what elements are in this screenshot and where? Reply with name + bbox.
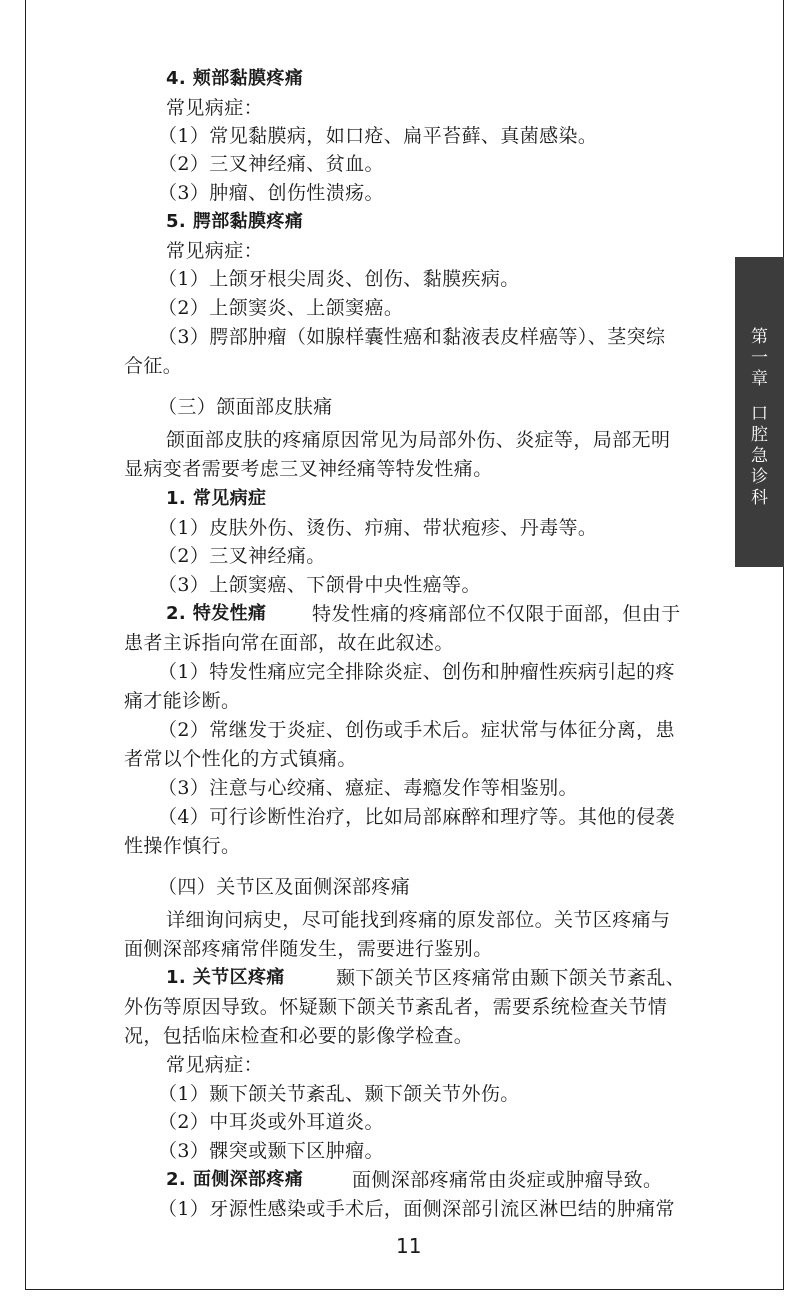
paragraph-line: 合征。 [124, 355, 183, 377]
chapter-tab-char: 章 [751, 369, 768, 389]
chapter-tab-char: 急 [751, 446, 768, 466]
paragraph-line: （2）中耳炎或外耳道炎。 [158, 1111, 384, 1133]
paragraph-line: 痛才能诊断。 [124, 690, 241, 712]
paragraph-line: （3）腭部肿瘤（如腺样囊性癌和黏液表皮样癌等）、茎突综 [158, 326, 666, 348]
chapter-tab-char: 第 [751, 327, 768, 347]
paragraph-line: 常见病症： [166, 1054, 264, 1076]
paragraph-line: （1）特发性痛应完全排除炎症、创伤和肿瘤性疾病引起的疼 [158, 661, 675, 683]
paragraph-line: （3）注意与心绞痛、癔症、毒瘾发作等相鉴别。 [158, 777, 578, 799]
paragraph-line: 详细询问病史，尽可能找到疼痛的原发部位。关节区疼痛与 [166, 909, 671, 931]
paragraph-line: （3）髁突或颞下区肿瘤。 [158, 1140, 384, 1162]
page-border-left [25, 0, 26, 1290]
paragraph-line: （3）肿瘤、创伤性溃疡。 [158, 182, 384, 204]
chapter-tab-char: 科 [751, 488, 768, 508]
paragraph-line: 常见病症： [166, 97, 264, 119]
subheading: 1. 关节区疼痛 [166, 967, 285, 988]
chapter-side-tab [735, 257, 784, 567]
paragraph-line: 面侧深部疼痛常由炎症或肿瘤导致。 [352, 1169, 663, 1191]
page-number: 11 [396, 1234, 422, 1258]
paragraph-line: 况，包括临床检查和必要的影像学检查。 [124, 1025, 474, 1047]
chapter-tab-char: 腔 [751, 425, 768, 445]
paragraph-line: （1）上颌牙根尖周炎、创伤、黏膜疾病。 [158, 268, 520, 290]
chapter-tab-char: 一 [751, 348, 768, 368]
subheading: 1. 常见病症 [166, 488, 267, 509]
paragraph-line: 颌面部皮肤的疼痛原因常见为局部外伤、炎症等，局部无明 [166, 429, 671, 451]
paragraph-line: （4）可行诊断性治疗，比如局部麻醉和理疗等。其他的侵袭 [158, 806, 675, 828]
subheading: 5. 腭部黏膜疼痛 [166, 211, 304, 232]
paragraph-line: （1）颞下颌关节紊乱、颞下颌关节外伤。 [158, 1083, 520, 1105]
subheading: 2. 特发性痛 [166, 603, 267, 624]
paragraph-line: 颞下颌关节区疼痛常由颞下颌关节紊乱、 [336, 967, 686, 989]
paragraph-line: 常见病症： [166, 240, 264, 262]
section-heading: （四）关节区及面侧深部疼痛 [158, 876, 411, 898]
paragraph-line: （2）上颌窦炎、上颌窦癌。 [158, 297, 404, 319]
paragraph-line: 者常以个性化的方式镇痛。 [124, 748, 357, 770]
paragraph-line: （3）上颌窦癌、下颌骨中央性癌等。 [158, 574, 481, 596]
paragraph-line: 显病变者需要考虑三叉神经痛等特发性痛。 [124, 458, 493, 480]
paragraph-line: 特发性痛的疼痛部位不仅限于面部，但由于 [312, 603, 681, 625]
paragraph-line: （1）牙源性感染或手术后，面侧深部引流区淋巴结的肿痛常 [158, 1198, 675, 1220]
chapter-tab-char: 口 [751, 404, 768, 424]
paragraph-line: （2）常继发于炎症、创伤或手术后。症状常与体征分离，患 [158, 719, 675, 741]
section-heading: （三）颌面部皮肤痛 [158, 396, 333, 418]
paragraph-line: （2）三叉神经痛、贫血。 [158, 153, 384, 175]
paragraph-line: 外伤等原因导致。怀疑颞下颌关节紊乱者，需要系统检查关节情 [124, 996, 668, 1018]
paragraph-line: （1）常见黏膜病，如口疮、扁平苔藓、真菌感染。 [158, 125, 598, 147]
page-border-bottom [25, 1289, 784, 1290]
paragraph-line: 性操作慎行。 [124, 835, 241, 857]
subheading: 2. 面侧深部疼痛 [166, 1169, 304, 1190]
paragraph-line: （1）皮肤外伤、烫伤、疖痈、带状疱疹、丹毒等。 [158, 517, 598, 539]
chapter-tab-char: 诊 [751, 467, 768, 487]
paragraph-line: （2）三叉神经痛。 [158, 545, 326, 567]
paragraph-line: 患者主诉指向常在面部，故在此叙述。 [124, 632, 454, 654]
page-border-right [783, 0, 784, 1290]
paragraph-line: 面侧深部疼痛常伴随发生，需要进行鉴别。 [124, 938, 493, 960]
subheading: 4. 颊部黏膜疼痛 [166, 68, 304, 89]
